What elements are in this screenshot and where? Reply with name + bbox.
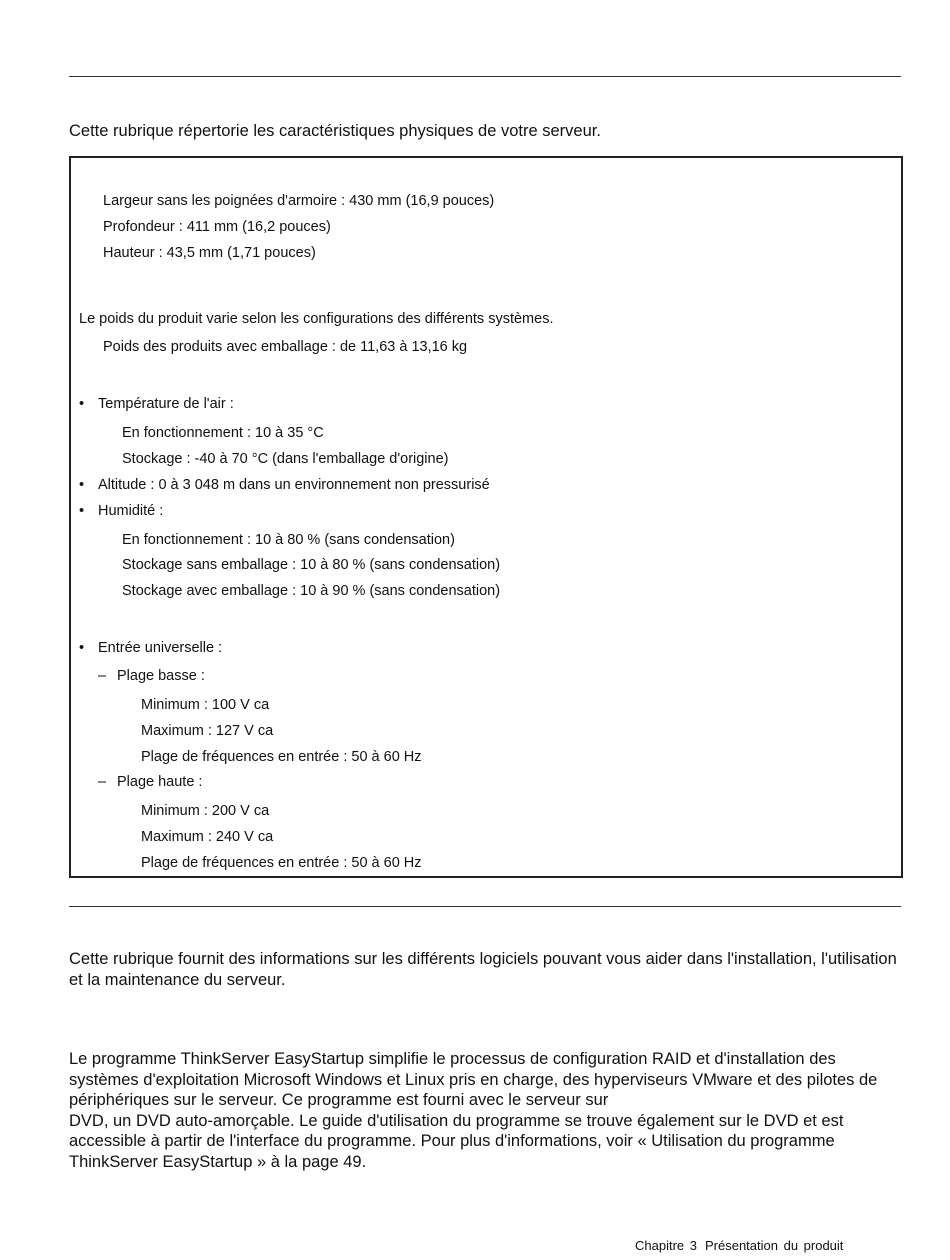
easystartup-paragraph-part1: Le programme ThinkServer EasyStartup simplifie le processus de configuration RAID et d'installation des systèmes d'exploitation Microsoft Windows et Linux pris en charge, des hyperviseurs VMware et des pilotes de périphériques sur le serveur. Ce programme est fourni avec le serveur sur	[69, 1050, 878, 1110]
list-item-humidity: • Humidité :	[98, 502, 163, 520]
weight-note: Le poids du produit varie selon les configurations des différents systèmes.	[79, 311, 554, 327]
spec-depth: Profondeur : 411 mm (16,2 pouces)	[103, 219, 331, 235]
list-item-low-range: – Plage basse :	[117, 667, 205, 685]
spec-width: Largeur sans les poignées d'armoire : 430 mm (16,9 pouces)	[103, 193, 495, 209]
low-range-maximum: Maximum : 127 V ca	[141, 723, 274, 739]
specifications-box	[69, 156, 903, 878]
list-item-altitude: • Altitude : 0 à 3 048 m dans un environnement non pressurisé	[98, 476, 490, 494]
low-range-minimum: Minimum : 100 V ca	[141, 697, 270, 713]
temp-storage: Stockage : -40 à 70 °C (dans l'emballage d'origine)	[122, 451, 449, 467]
footer-chapter: Chapitre 3	[635, 1238, 697, 1253]
high-range-maximum: Maximum : 240 V ca	[141, 829, 274, 845]
spec-weight: Poids des produits avec emballage : de 11,63 à 13,16 kg	[103, 339, 468, 355]
list-item-high-range: – Plage haute :	[117, 773, 202, 791]
low-range-frequency: Plage de fréquences en entrée : 50 à 60 Hz	[141, 749, 422, 765]
top-divider	[69, 76, 901, 77]
humidity-storage-unpacked: Stockage sans emballage : 10 à 80 % (sans condensation)	[122, 557, 501, 573]
spec-height: Hauteur : 43,5 mm (1,71 pouces)	[103, 245, 316, 261]
middle-divider	[69, 906, 901, 907]
section-intro: Cette rubrique répertorie les caractéristiques physiques de votre serveur.	[69, 122, 601, 140]
software-intro: Cette rubrique fournit des informations sur les différents logiciels pouvant vous aider dans l'installation, l'utilisation et la maintenance du serveur.	[69, 950, 897, 989]
easystartup-paragraph-part2: DVD, un DVD auto-amorçable. Le guide d'utilisation du programme se trouve également sur le DVD et est accessible à partir de l'interface du programme. Pour plus d'informations, voir « Utilisation du programme ThinkServer EasyStartup » à la page 49.	[69, 1111, 844, 1171]
humidity-storage-packed: Stockage avec emballage : 10 à 90 % (sans condensation)	[122, 583, 501, 599]
list-item-universal-input: • Entrée universelle :	[98, 639, 222, 657]
page-footer	[635, 1238, 843, 1253]
humidity-operating: En fonctionnement : 10 à 80 % (sans condensation)	[122, 532, 455, 548]
easystartup-paragraph	[69, 1049, 909, 1173]
high-range-frequency: Plage de fréquences en entrée : 50 à 60 Hz	[141, 855, 422, 871]
high-range-minimum: Minimum : 200 V ca	[141, 803, 270, 819]
list-item-temperature: • Température de l'air :	[98, 395, 234, 413]
temp-operating: En fonctionnement : 10 à 35 °C	[122, 425, 324, 441]
footer-title: Présentation du produit	[704, 1238, 844, 1253]
